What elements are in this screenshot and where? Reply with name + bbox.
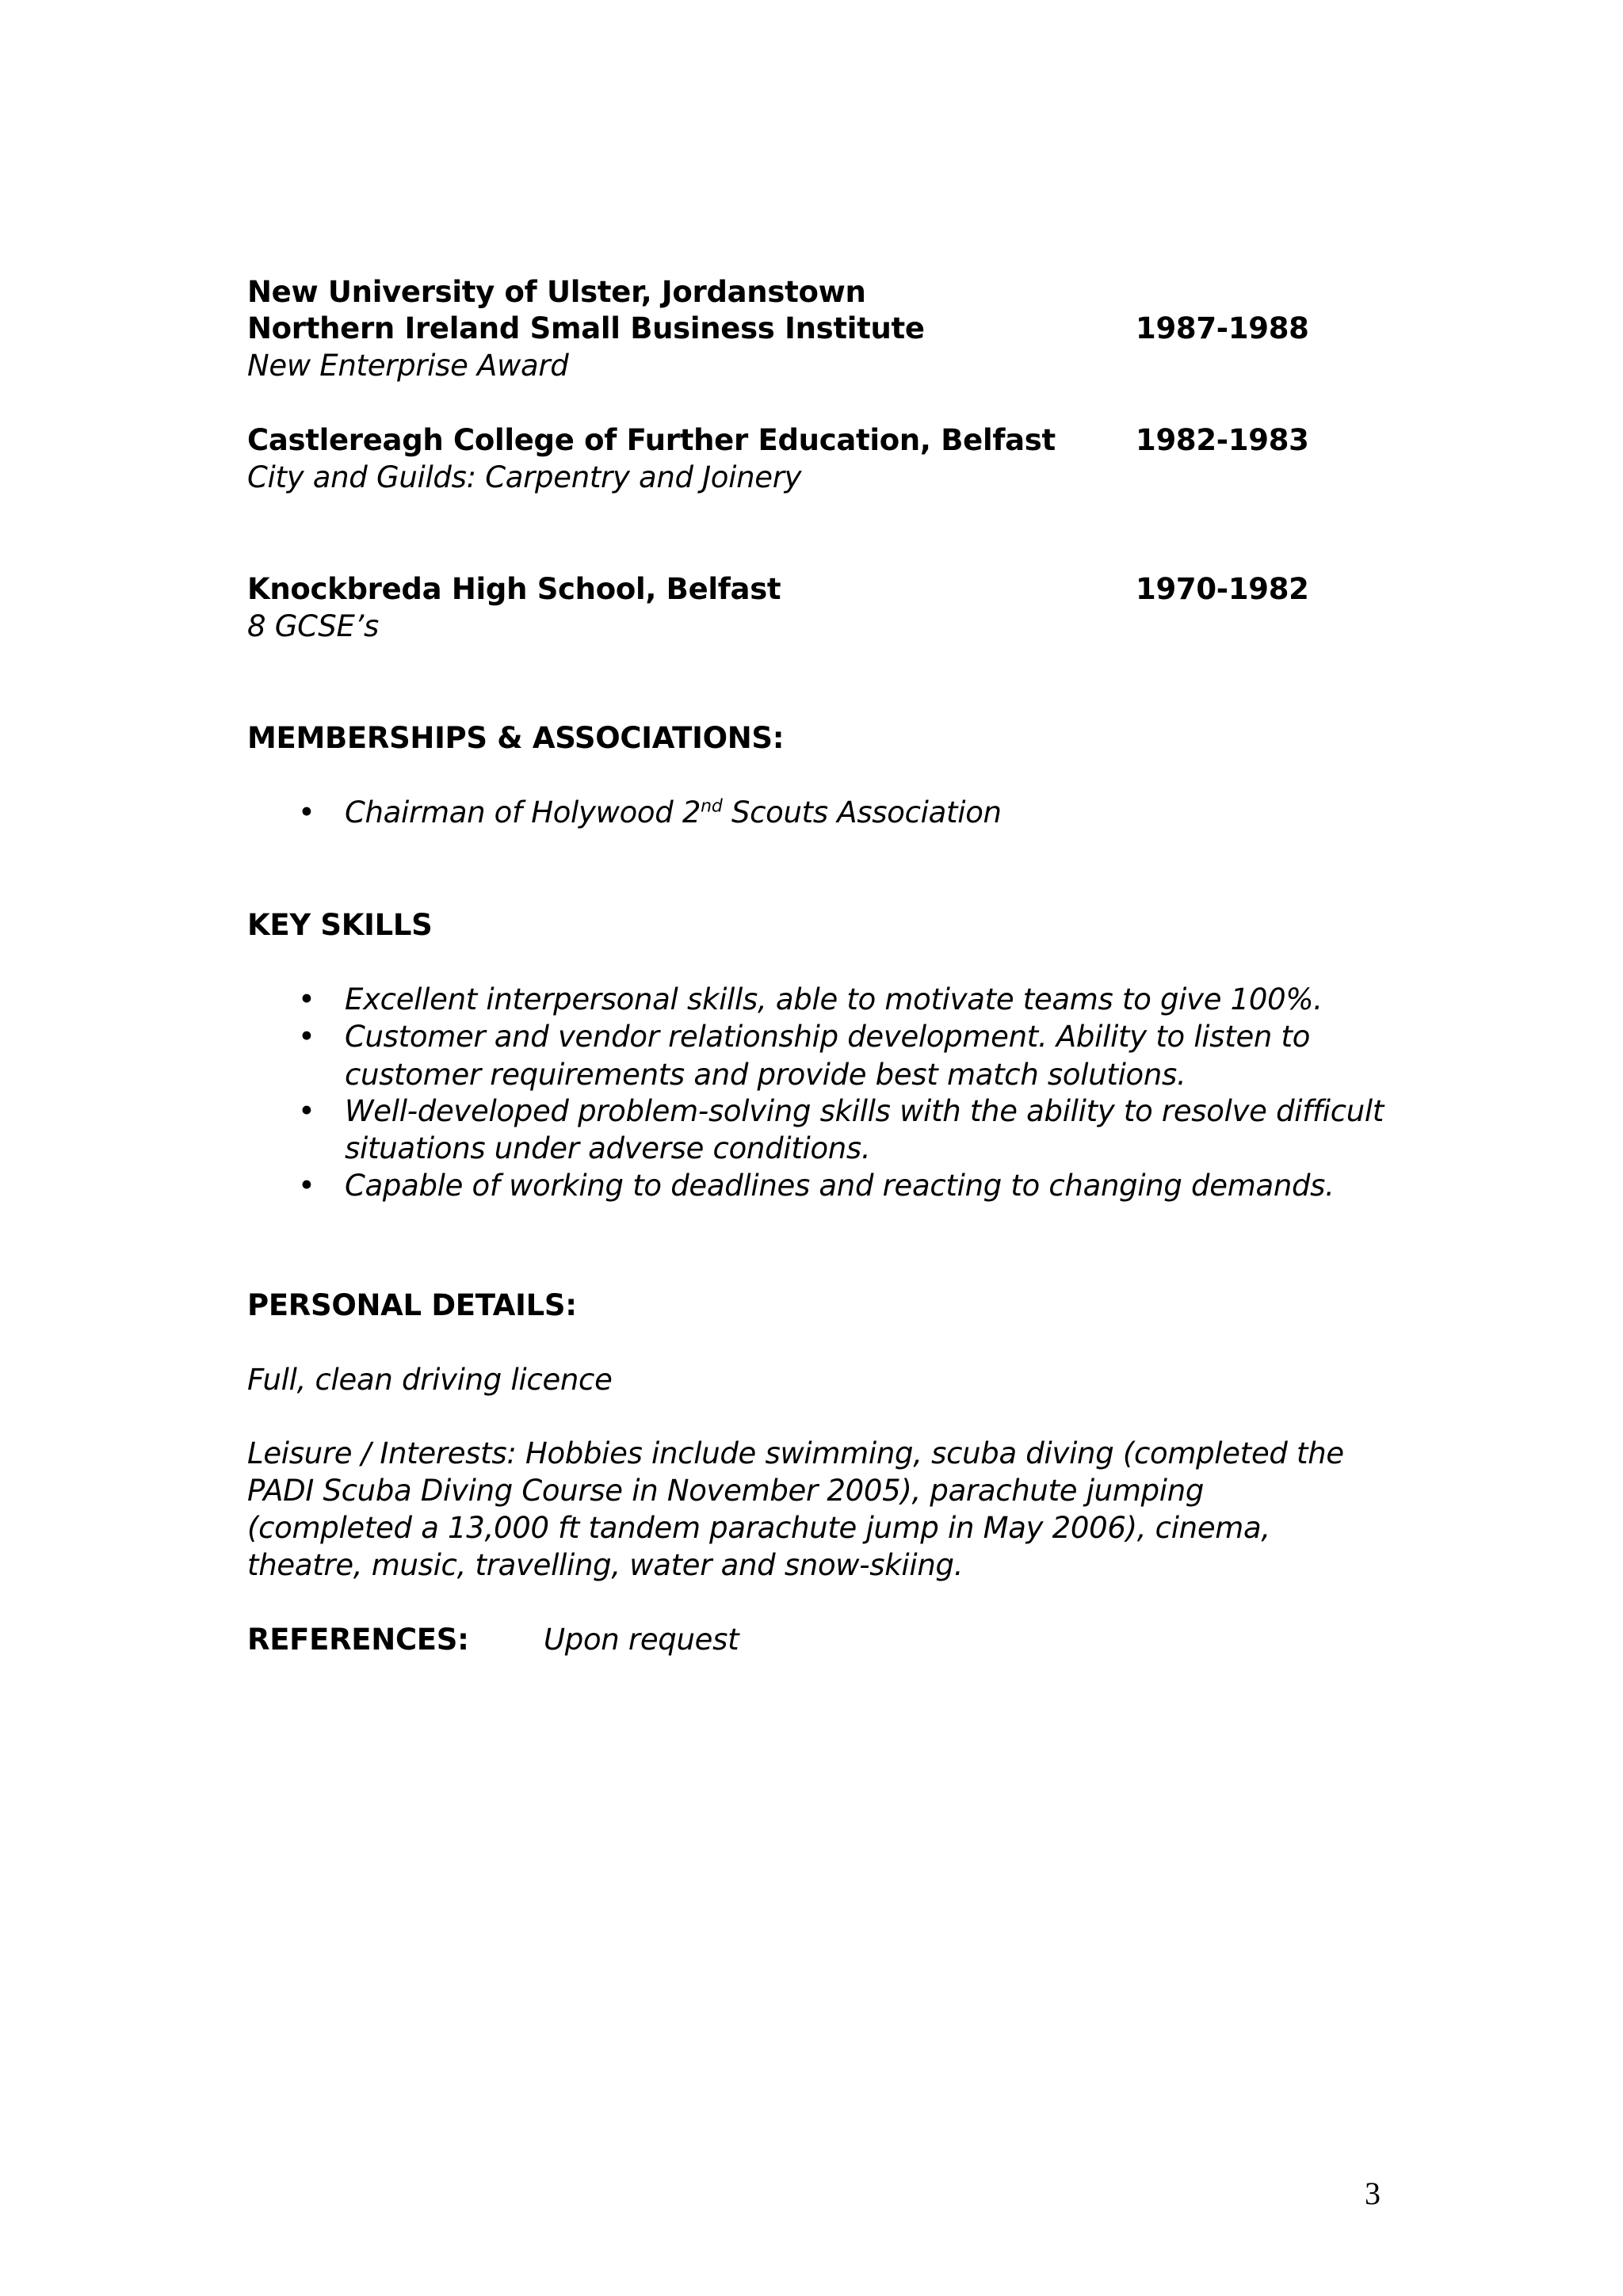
education-years: 1970-1982 [1136, 572, 1309, 606]
bullet-icon: • [298, 1094, 315, 1128]
key-skill-line: situations under adverse conditions. [345, 1131, 871, 1165]
key-skill-line: Well-developed problem-solving skills with the ability to resolve difficult [345, 1094, 1384, 1128]
education-years: 1982-1983 [1136, 423, 1309, 457]
education-detail: 8 GCSE’s [247, 609, 379, 643]
key-skill-line: Customer and vendor relationship development. Ability to listen to [345, 1020, 1311, 1054]
leisure-line: Leisure / Interests: Hobbies include swimming, scuba diving (completed the [247, 1436, 1344, 1470]
bullet-icon: • [298, 982, 315, 1016]
personal-details-heading: PERSONAL DETAILS: [247, 1288, 577, 1322]
references-label: REFERENCES: [247, 1623, 469, 1657]
key-skill-line: Excellent interpersonal skills, able to motivate teams to give 100%. [345, 982, 1323, 1016]
membership-item-text: Chairman of Holywood 2 [345, 795, 701, 830]
bullet-icon: • [298, 1169, 315, 1203]
leisure-line: theatre, music, travelling, water and snow-skiing. [247, 1548, 964, 1582]
key-skills-heading: KEY SKILLS [247, 908, 433, 942]
education-institution: New University of Ulster, Jordanstown [247, 275, 866, 309]
bullet-icon: • [298, 1020, 315, 1054]
education-detail: City and Guilds: Carpentry and Joinery [247, 460, 802, 494]
key-skill-line: Capable of working to deadlines and reacting to changing demands. [345, 1169, 1335, 1203]
education-years: 1987-1988 [1136, 311, 1309, 345]
membership-item-text-end: Scouts Association [722, 795, 1002, 830]
driving-licence: Full, clean driving licence [247, 1363, 613, 1397]
bullet-icon: • [298, 795, 315, 830]
leisure-line: (completed a 13,000 ft tandem parachute jump in May 2006), cinema, [247, 1511, 1270, 1545]
education-institution: Knockbreda High School, Belfast [247, 572, 781, 606]
education-detail: New Enterprise Award [247, 349, 569, 383]
memberships-heading: MEMBERSHIPS & ASSOCIATIONS: [247, 721, 785, 755]
education-institution: Castlereagh College of Further Education, Belfast [247, 423, 1056, 457]
education-institution: Northern Ireland Small Business Institute [247, 311, 925, 345]
membership-item-superscript: nd [701, 796, 723, 817]
references-value: Upon request [544, 1623, 739, 1657]
page-number: 3 [1365, 2176, 1381, 2211]
membership-item [345, 795, 1002, 831]
key-skill-line: customer requirements and provide best match solutions. [345, 1058, 1186, 1092]
leisure-line: PADI Scuba Diving Course in November 2005), parachute jumping [247, 1474, 1205, 1508]
